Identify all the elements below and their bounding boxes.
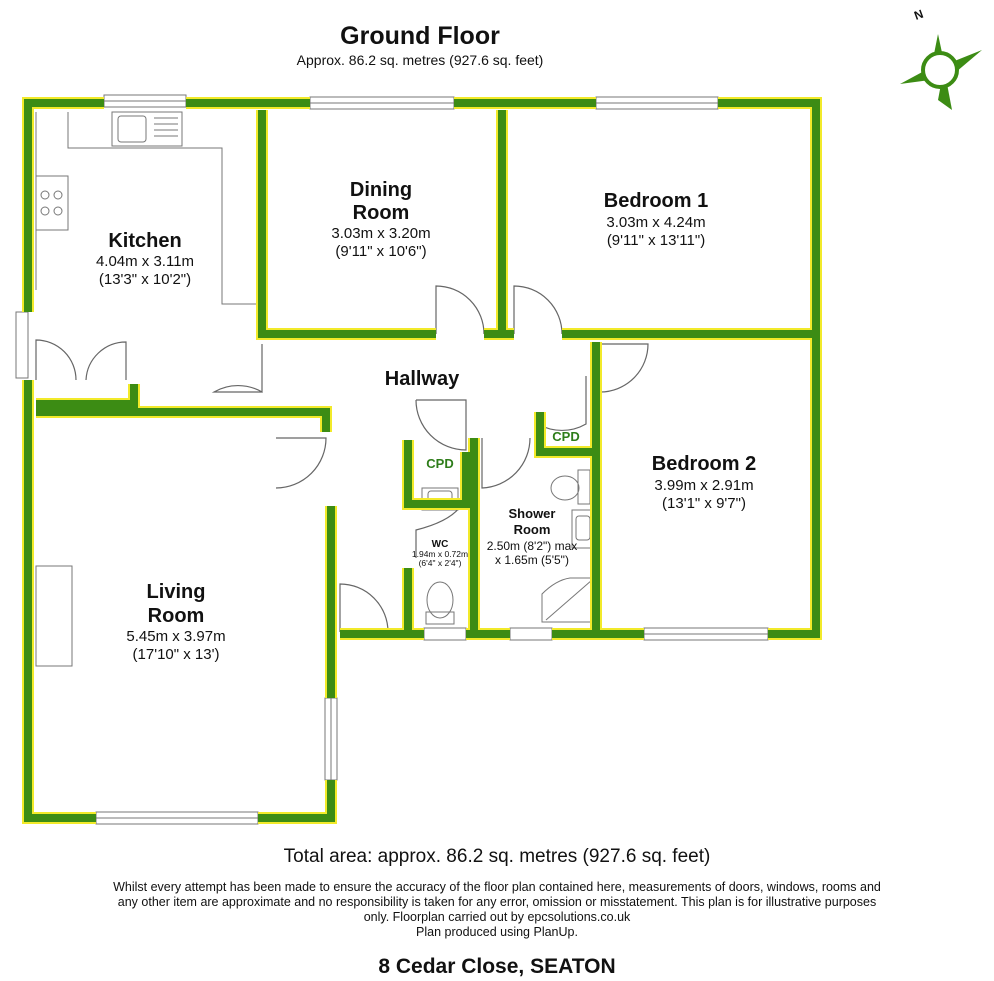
wc-name: WC [431, 539, 449, 550]
floor-title: Ground Floor [340, 22, 500, 50]
living-metric: 5.45m x 3.97m [126, 628, 226, 645]
living-name-line2: Room [147, 605, 205, 627]
disclaimer-line: Whilst every attempt has been made to ensure the accuracy of the floor plan contained here, measurements of doors, windows, rooms and [113, 880, 881, 894]
room-kitchen [96, 230, 194, 288]
room-dining [331, 179, 430, 260]
shower-metric: 2.50m (8'2") max [486, 539, 578, 553]
compass-north-label: N [912, 6, 926, 23]
room-shower [487, 506, 578, 567]
bedroom1-imperial: (9'11" x 13'11") [606, 232, 706, 249]
property-address: 8 Cedar Close, SEATON [378, 955, 616, 978]
bedroom2-metric: 3.99m x 2.91m [654, 477, 754, 494]
room-living [126, 581, 225, 663]
bedroom1-metric: 3.03m x 4.24m [606, 214, 706, 231]
bedroom1-name: Bedroom 1 [603, 190, 709, 212]
total-area: Total area: approx. 86.2 sq. metres (927.6 sq. feet) [283, 846, 711, 867]
wc-imperial: (6'4" x 2'4") [418, 558, 462, 568]
disclaimer [60, 880, 934, 940]
dining-name-line2: Room [352, 202, 410, 224]
cpd2-label: CPD [552, 429, 580, 444]
room-bedroom-2 [652, 453, 756, 512]
bedroom2-name: Bedroom 2 [651, 453, 757, 475]
cpd1-label: CPD [426, 456, 454, 471]
kitchen-imperial: (13'3" x 10'2") [98, 271, 192, 288]
shower-name-line1: Shower [508, 506, 556, 521]
room-cpd-1 [426, 456, 453, 471]
room-bedroom-1 [604, 190, 708, 249]
floor-area: Approx. 86.2 sq. metres (927.6 sq. feet) [296, 52, 544, 68]
shower-name-line2: Room [513, 522, 551, 537]
kitchen-name: Kitchen [108, 230, 182, 252]
living-name-line1: Living [146, 581, 206, 603]
hallway-name: Hallway [384, 368, 460, 390]
disclaimer-line: any other item are approximate and no responsibility is taken for any error, omission or misstatement. This plan is for illustrative purposes [117, 895, 877, 909]
living-imperial: (17'10" x 13') [132, 646, 220, 663]
room-cpd-2 [552, 429, 579, 444]
disclaimer-line: only. Floorplan carried out by epcsolutions.co.uk [363, 910, 631, 924]
dining-name-line1: Dining [349, 179, 413, 201]
shower-imperial: x 1.65m (5'5") [495, 553, 569, 567]
wc-metric: 1.94m x 0.72m [411, 549, 469, 559]
kitchen-metric: 4.04m x 3.11m [95, 253, 195, 270]
north-compass-icon [900, 7, 982, 110]
disclaimer-line: Plan produced using PlanUp. [416, 925, 578, 939]
room-wc [412, 539, 468, 568]
dining-imperial: (9'11" x 10'6") [335, 243, 427, 260]
dining-metric: 3.03m x 3.20m [331, 225, 431, 242]
bedroom2-imperial: (13'1" x 9'7") [662, 495, 746, 512]
room-hallway [385, 368, 460, 390]
